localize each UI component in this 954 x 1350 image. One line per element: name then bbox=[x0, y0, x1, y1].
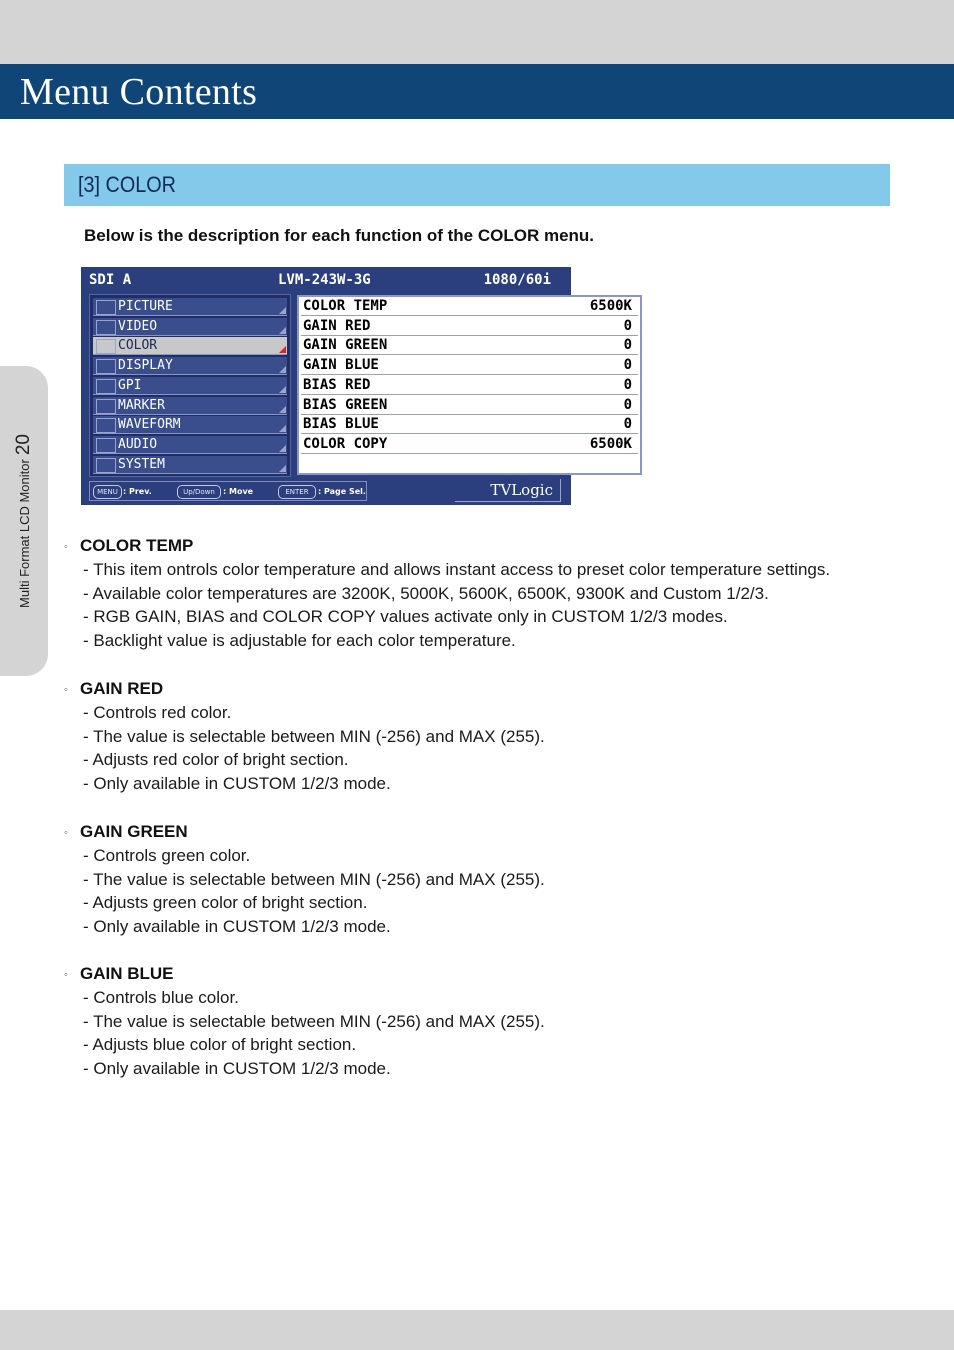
submenu-arrow-icon bbox=[279, 327, 286, 334]
osd-updown-action: : Move bbox=[223, 487, 254, 496]
submenu-arrow-icon bbox=[279, 406, 286, 413]
item-description-line: - The value is selectable between MIN (-256) and MAX (255). bbox=[83, 869, 545, 889]
osd-enter-key: ENTER bbox=[278, 485, 316, 499]
osd-setting-value: 6500K bbox=[589, 298, 632, 314]
section-intro: Below is the description for each function of the COLOR menu. bbox=[84, 226, 595, 245]
item-color-temp bbox=[64, 536, 924, 655]
osd-setting-row bbox=[301, 396, 638, 415]
item-description-line: - Available color temperatures are 3200K, 5000K, 5600K, 6500K, 9300K and Custom 1/2/3. bbox=[83, 583, 769, 603]
osd-setting-name: BIAS GREEN bbox=[303, 396, 388, 413]
osd-menu-item-picture bbox=[93, 298, 287, 316]
side-tab-label: Multi Format LCD Monitor bbox=[17, 459, 32, 608]
item-description-line: - The value is selectable between MIN (-256) and MAX (255). bbox=[83, 726, 545, 746]
osd-setting-value: 0 bbox=[623, 337, 632, 354]
item-description-line: - Only available in CUSTOM 1/2/3 mode. bbox=[83, 774, 391, 794]
osd-header bbox=[81, 267, 571, 293]
osd-model: LVM-243W-3G bbox=[278, 272, 371, 288]
osd-menu-item-label: SYSTEM bbox=[118, 456, 165, 472]
item-description-line: - Controls blue color. bbox=[83, 988, 239, 1007]
osd-setting-name: COLOR COPY bbox=[303, 435, 388, 452]
display-icon bbox=[96, 359, 116, 374]
submenu-arrow-icon bbox=[279, 366, 286, 373]
osd-menu-item-audio bbox=[93, 436, 287, 454]
submenu-arrow-icon bbox=[279, 307, 286, 314]
osd-setting-row bbox=[301, 336, 638, 355]
osd-menu-item-label: VIDEO bbox=[118, 318, 158, 334]
item-title: GAIN GREEN bbox=[80, 822, 188, 841]
submenu-arrow-icon bbox=[279, 425, 286, 432]
item-description-line: - Adjusts red color of bright section. bbox=[83, 750, 349, 770]
item-heading bbox=[64, 536, 924, 560]
section-header bbox=[64, 164, 890, 206]
bullet-icon: ◦ bbox=[64, 541, 68, 553]
osd-setting-name: GAIN GREEN bbox=[303, 337, 388, 354]
osd-setting-name: BIAS BLUE bbox=[303, 416, 379, 433]
video-icon bbox=[96, 320, 116, 335]
osd-setting-row bbox=[301, 376, 638, 395]
item-title: GAIN RED bbox=[80, 679, 164, 698]
osd-menu-item-system bbox=[93, 456, 287, 474]
bullet-icon: ◦ bbox=[64, 969, 68, 981]
side-tab-text bbox=[13, 434, 35, 608]
osd-menu-action: : Prev. bbox=[123, 487, 152, 496]
osd-setting-row bbox=[301, 415, 638, 434]
osd-menu-item-gpi bbox=[93, 377, 287, 395]
osd-menu-item-label: AUDIO bbox=[118, 436, 158, 452]
item-title: COLOR TEMP bbox=[80, 536, 194, 555]
system-icon bbox=[96, 458, 116, 473]
osd-setting-row bbox=[301, 356, 638, 375]
osd-enter-action: : Page Sel. bbox=[318, 487, 366, 496]
osd-setting-name: GAIN RED bbox=[303, 317, 371, 334]
osd-setting-name: COLOR TEMP bbox=[303, 298, 388, 314]
osd-menu-item-video bbox=[93, 318, 287, 336]
submenu-arrow-icon bbox=[279, 465, 286, 472]
item-description-line: - Only available in CUSTOM 1/2/3 mode. bbox=[83, 1059, 391, 1079]
section-title: [3] COLOR bbox=[78, 172, 176, 197]
osd-menu-item-label: WAVEFORM bbox=[118, 417, 181, 433]
osd-menu-key: MENU bbox=[93, 485, 122, 499]
osd-menu-item-color bbox=[93, 337, 287, 355]
item-heading bbox=[64, 822, 924, 846]
osd-format: 1080/60i bbox=[483, 272, 551, 288]
color-icon bbox=[96, 339, 116, 354]
osd-setting-name: BIAS RED bbox=[303, 376, 371, 393]
item-gain-blue bbox=[64, 964, 924, 1083]
title-bar bbox=[0, 64, 954, 119]
osd-setting-value: 0 bbox=[623, 416, 632, 433]
item-description-line: - Adjusts green color of bright section. bbox=[83, 893, 368, 913]
item-description-line: - Backlight value is adjustable for each color temperature. bbox=[83, 631, 516, 651]
bottom-band bbox=[0, 1310, 954, 1350]
audio-icon bbox=[96, 438, 116, 453]
item-gain-green bbox=[64, 822, 924, 941]
item-description-line: - Adjusts blue color of bright section. bbox=[83, 1035, 357, 1055]
osd-menu-item-label: PICTURE bbox=[118, 299, 173, 314]
osd-setting-value: 0 bbox=[623, 317, 632, 334]
osd-setting-value: 0 bbox=[623, 376, 632, 393]
tvlogic-logo: TVLogic bbox=[490, 481, 553, 499]
osd-setting-row bbox=[301, 317, 638, 336]
bullet-icon: ◦ bbox=[64, 684, 68, 696]
item-description-line: - The value is selectable between MIN (-256) and MAX (255). bbox=[83, 1011, 545, 1031]
osd-settings-table bbox=[297, 295, 642, 475]
osd-footer bbox=[89, 481, 367, 501]
osd-setting-value: 0 bbox=[623, 396, 632, 413]
osd-menu-screenshot bbox=[81, 267, 632, 505]
submenu-arrow-icon bbox=[279, 445, 286, 452]
item-gain-red bbox=[64, 679, 924, 798]
osd-setting-name: GAIN BLUE bbox=[303, 357, 379, 374]
item-description-line: - This item ontrols color temperature and allows instant access to preset color temperature settings. bbox=[83, 560, 831, 579]
page-title: Menu Contents bbox=[20, 71, 258, 113]
submenu-arrow-icon bbox=[279, 386, 286, 393]
gpi-icon bbox=[96, 379, 116, 394]
osd-menu-item-label: COLOR bbox=[118, 338, 158, 354]
osd-menu-item-label: GPI bbox=[118, 377, 142, 393]
side-tab bbox=[0, 366, 48, 676]
osd-menu-item-label: DISPLAY bbox=[118, 358, 173, 374]
osd-menu-item-waveform bbox=[93, 416, 287, 434]
bullet-icon: ◦ bbox=[64, 827, 68, 839]
osd-input: SDI A bbox=[89, 272, 132, 288]
marker-icon bbox=[96, 399, 116, 414]
osd-menu-item-label: MARKER bbox=[118, 397, 165, 413]
osd-brand bbox=[455, 479, 561, 502]
osd-setting-row bbox=[301, 297, 638, 316]
item-description-line: - Controls green color. bbox=[83, 846, 251, 865]
osd-updown-key: Up/Down bbox=[177, 485, 221, 499]
osd-menu-item-marker bbox=[93, 397, 287, 415]
osd-menu-list bbox=[89, 294, 291, 477]
osd-setting-row bbox=[301, 435, 638, 454]
item-description-line: - Only available in CUSTOM 1/2/3 mode. bbox=[83, 917, 391, 937]
picture-icon bbox=[96, 300, 116, 315]
item-heading bbox=[64, 964, 924, 988]
waveform-icon bbox=[96, 418, 116, 433]
osd-menu-item-display bbox=[93, 357, 287, 375]
page-number: 20 bbox=[13, 434, 34, 456]
item-title: GAIN BLUE bbox=[80, 964, 174, 983]
osd-setting-value: 6500K bbox=[589, 435, 632, 452]
item-description-line: - RGB GAIN, BIAS and COLOR COPY values activate only in CUSTOM 1/2/3 modes. bbox=[83, 607, 728, 627]
submenu-arrow-icon bbox=[279, 346, 286, 353]
top-band bbox=[0, 0, 954, 64]
item-description-line: - Controls red color. bbox=[83, 703, 232, 722]
item-heading bbox=[64, 679, 924, 703]
osd-setting-value: 0 bbox=[623, 357, 632, 374]
